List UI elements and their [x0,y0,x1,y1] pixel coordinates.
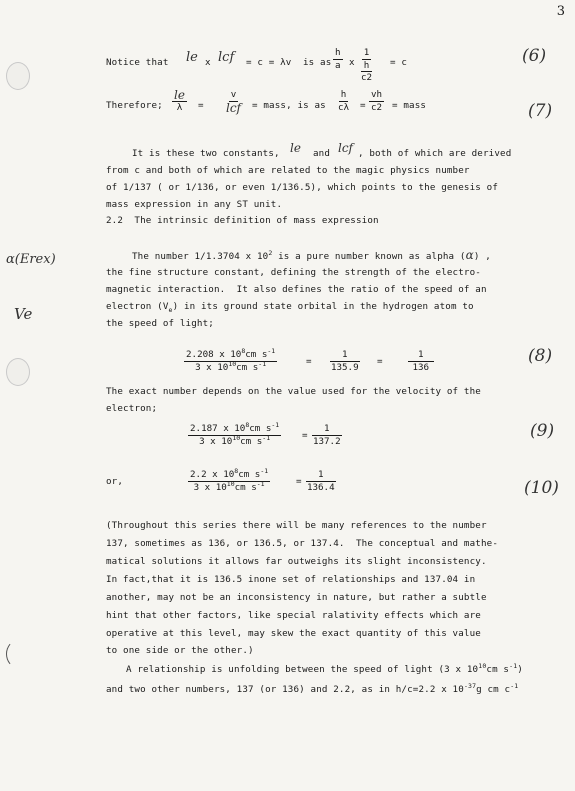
punch-hole-top [6,62,30,90]
fraction-h-over-c-lambda: $\frac{h}{c\lambda}$ [338,89,350,113]
or-label: or, [106,476,124,487]
equation-number-10: (10) [524,478,559,498]
margin-arc-mark [6,640,30,668]
para1-line1a: It is these two constants, [132,148,280,159]
para4-line6: hint that other factors, like special ralativity effects which are [106,610,481,621]
le-symbol: le [186,50,198,65]
eq8-eq1: = [306,356,312,367]
lcf-symbol: lcf [218,50,235,65]
eq-sign-therefore: = [198,100,204,111]
times-symbol: x [205,57,211,68]
para1-line4: mass expression in any ST unit. [106,199,283,210]
notice-lead: Notice that [106,57,169,68]
section-heading: 2.2 The intrinsic definition of mass expression [106,215,379,226]
eq8-main-fraction: $\frac{2.208 x 10^8cm s^{-1}}{3 x 10^{10}cm s^{-1}}$ [186,347,276,373]
para3-line2: electron; [106,403,158,414]
margin-note-alpha: α(Erex) [6,252,56,267]
equation-number-9: (9) [530,421,555,441]
le-symbol-inline: le [290,141,301,155]
para4-line1: (Throughout this series there will be many references to the number [106,520,487,531]
eq-c-final: = c [390,57,408,68]
notice-tail: is as [303,57,332,68]
eq8-fraction-3: $\frac{1}{136}$ [408,350,434,373]
para1-line1b: and [313,148,331,159]
therefore-mid: = mass, is as [252,100,326,111]
times-symbol-2: x [349,57,355,68]
para4-line5: another, may not be an inconsistency in nature, but rather a subtle [106,592,487,603]
para4-line3: matical solutions it allows far outweighs its slight inconsistency. [106,556,487,567]
para3-line1: The exact number depends on the value used for the velocity of the [106,386,481,397]
para1-line3: of 1/137 ( or 1/136, or even 1/136.5), which points to the genesis of [106,182,499,193]
eq10-eq1: = [296,476,302,487]
eq10-main-fraction: $\frac{2.2 x 10^8cm s^{-1}}{3 x 10^{10}cm s^{-1}}$ [190,467,269,493]
para4-line2: 137, sometimes as 136, or 136.5, or 137.4. The conceptual and mathe- [106,538,499,549]
para4-line8: to one side or the other.) [106,645,254,656]
eq9-eq1: = [302,430,308,441]
fraction-v-over-lcf: v lcf [226,89,241,115]
fraction-one-over-h-over-c2: 1 h c2 [361,47,373,83]
para4-line4: In fact,that it is 136.5 inone set of relationships and 137.04 in [106,574,476,585]
eq9-fraction-2: $\frac{1}{137.2}$ [312,423,341,447]
para4-line7: operative at this level, may skew the exact quantity of this value [106,628,481,639]
eq-c-lambda-v: = c = λv [246,57,292,68]
margin-note-ve: Ve [14,305,33,323]
eq-sign-therefore-2: = [360,100,366,111]
para2-line4: electron $(V_e)$ in its ground state orbital in the hydrogen atom to [106,301,474,314]
eq8-eq2: = [377,356,383,367]
equation-number-7: (7) [528,101,553,121]
therefore-tail: = mass [392,100,427,111]
equation-number-6: (6) [522,46,547,66]
therefore-lead: Therefore; [106,100,163,111]
fraction-vh-over-c2: $\frac{vh}{c2}$ [371,89,383,113]
fraction-le-over-lambda: le λ [174,88,185,113]
eq10-fraction-2: $\frac{1}{136.4}$ [306,469,335,493]
eq9-main-fraction: $\frac{2.187 x 10^8cm s^{-1}}{3 x 10^{10}cm s^{-1}}$ [190,421,280,447]
para5-line1: A relationship is unfolding between the speed of light (3 x $10^{10}cm$ $s^{-1}$) [126,662,523,675]
para1-line1c: , both of which are derived [358,148,512,159]
para2-line2: the fine structure constant, defining the strength of the electro- [106,267,481,278]
para5-line2: and two other numbers, 137 (or 136) and 2.2, as in h/c=2.2 x $10^{-37}g$ cm $c^{-1}$ [106,682,519,695]
para2-line5: the speed of light; [106,318,214,329]
eq8-fraction-2: $\frac{1}{135.9}$ [330,349,359,373]
page-number: 3 [556,4,565,19]
lcf-symbol-inline: lcf [338,141,353,155]
equation-number-8: (8) [528,346,553,366]
punch-hole-middle [6,358,30,386]
para2-line1a: The number 1/1.3704 x $10^2$ is a pure number known as alpha (α) , [132,248,491,262]
para2-line3: magnetic interaction. It also defines the ratio of the speed of an [106,284,487,295]
fraction-h-over-a: $\frac{h}{a}$ [335,47,341,71]
para1-line2: from c and both of which are related to the magic physics number [106,165,470,176]
